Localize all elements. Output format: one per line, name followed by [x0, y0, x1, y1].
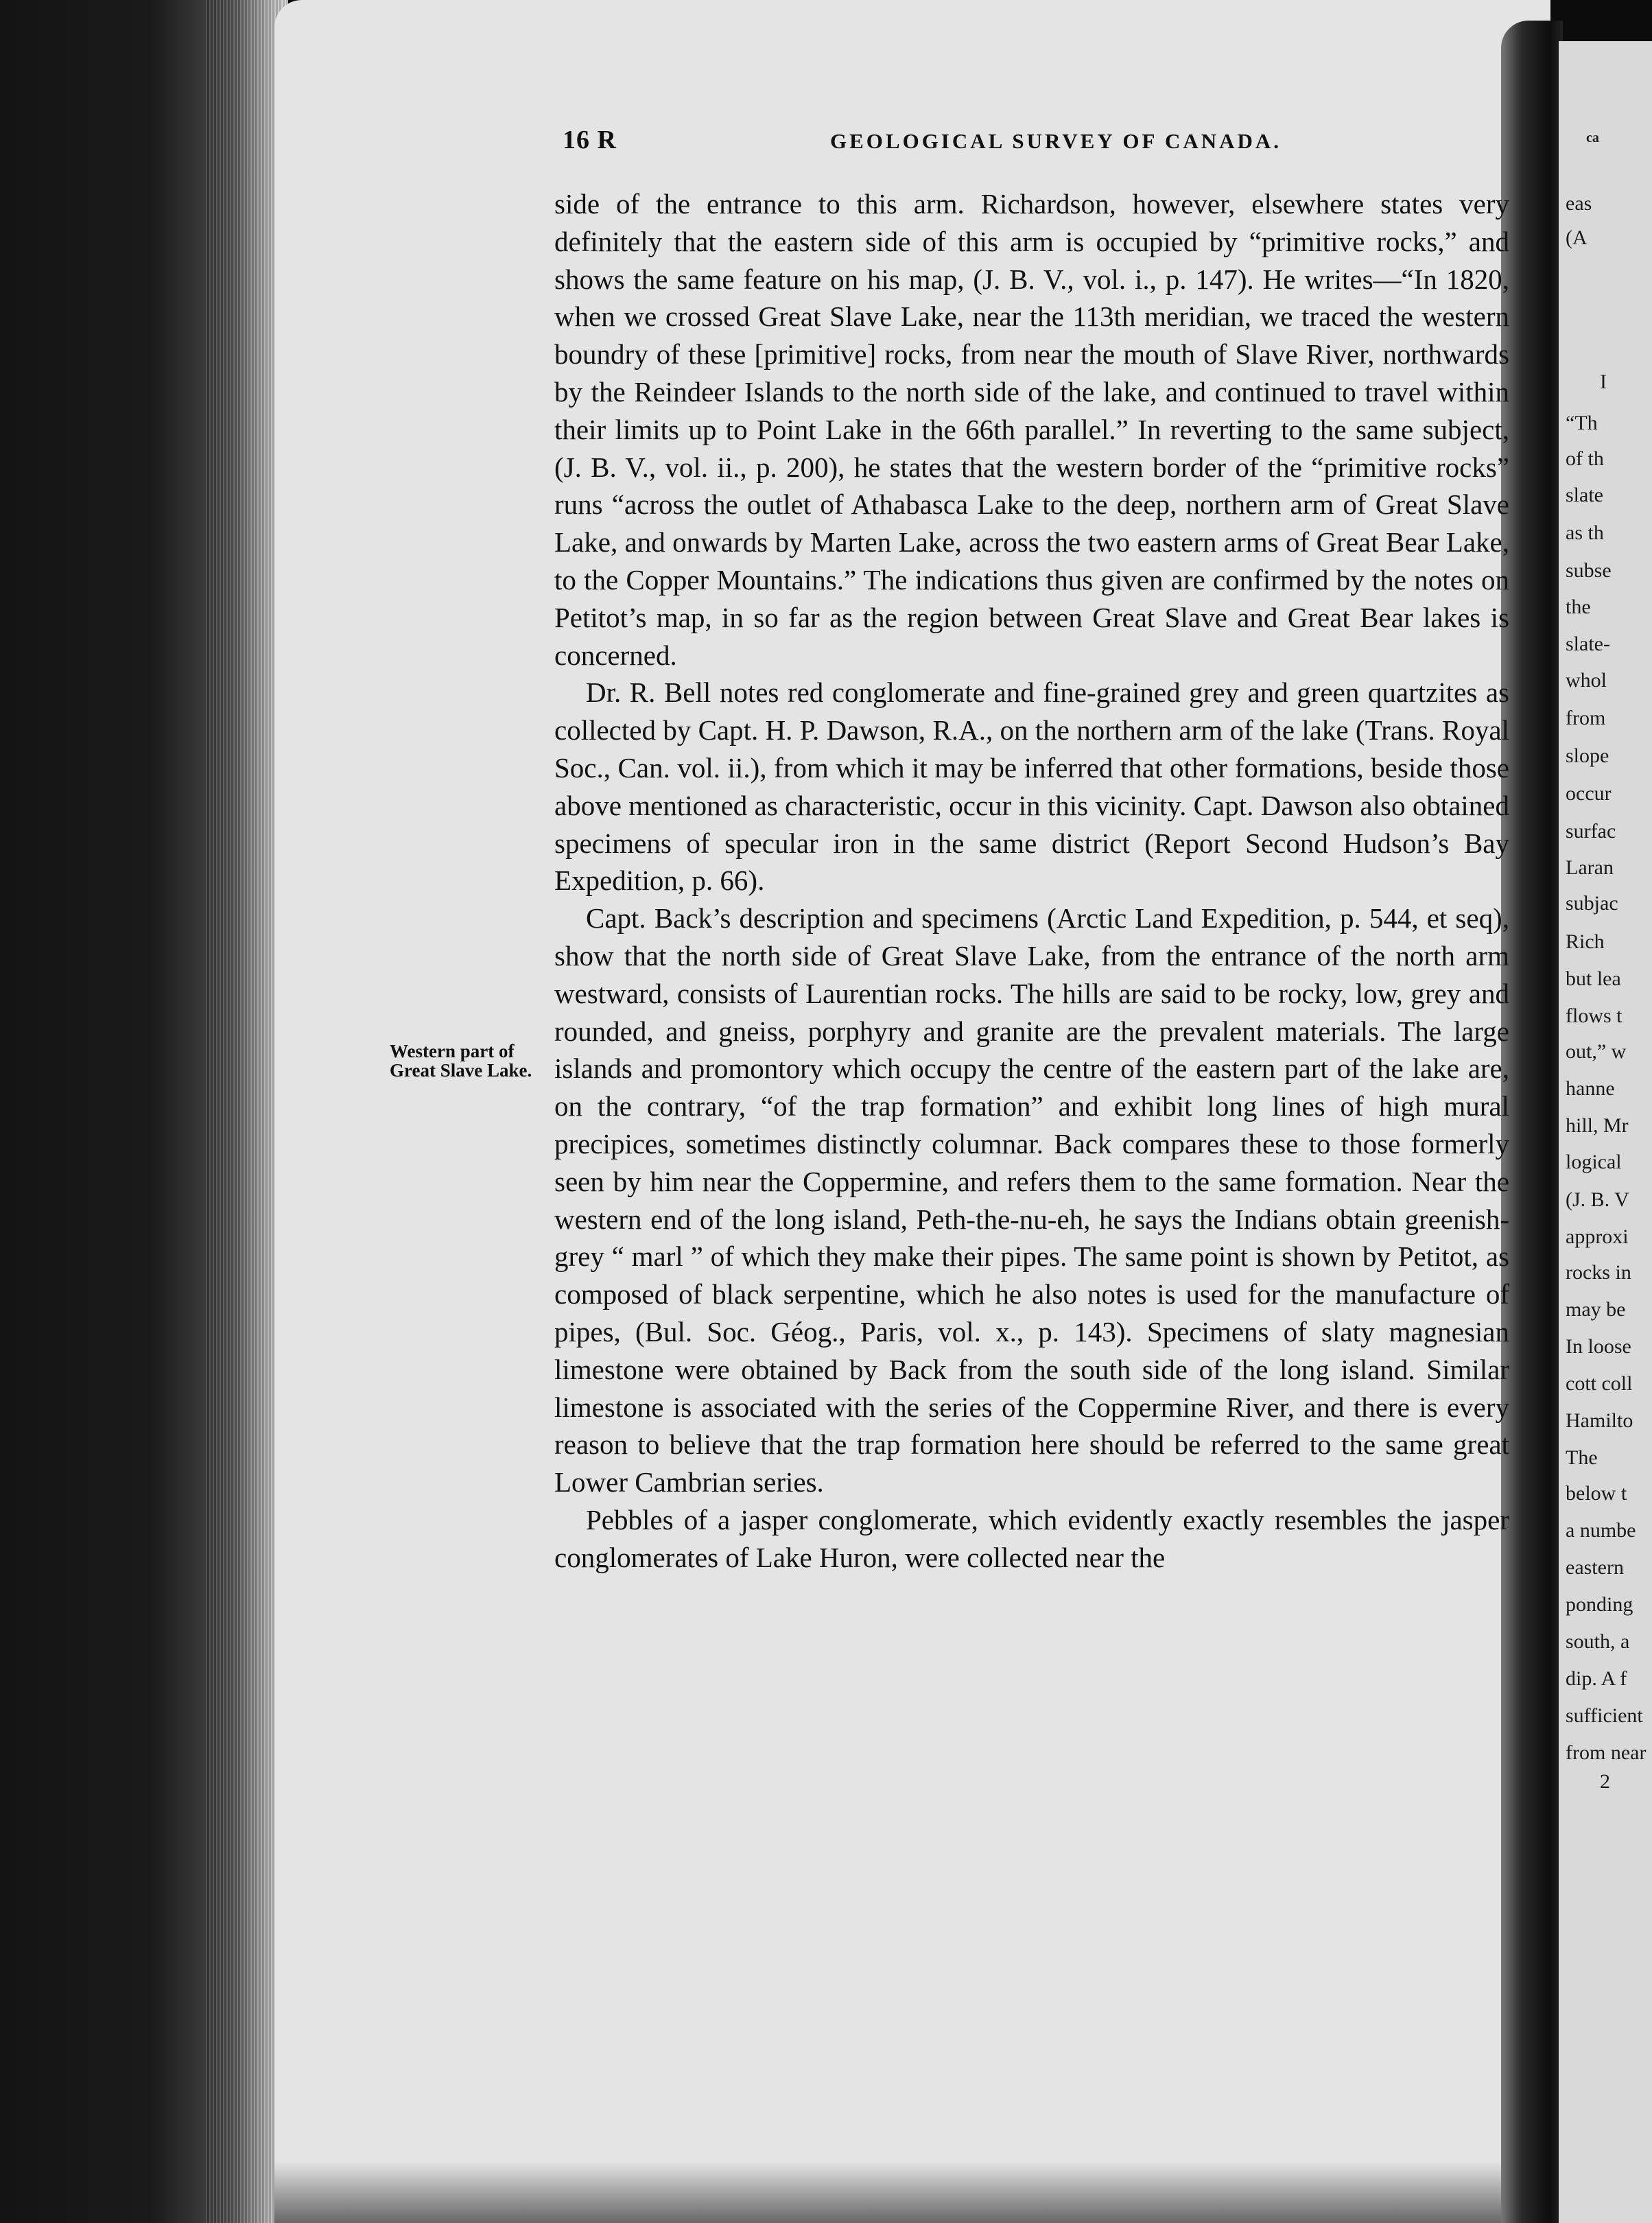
next-page-text-fragment: (A [1566, 226, 1588, 249]
next-page-text-fragment: may be [1566, 1298, 1626, 1321]
next-page-text-fragment: subse [1566, 559, 1612, 582]
next-page-text-fragment: below t [1566, 1482, 1627, 1505]
next-page-text-fragment: from near [1566, 1741, 1647, 1764]
next-page-text-fragment: cott coll [1566, 1372, 1633, 1395]
next-page-text-fragment: but lea [1566, 967, 1621, 990]
next-page-text-fragment: slope [1566, 744, 1609, 767]
page-bottom-shadow [274, 2161, 1550, 2223]
next-page-text-fragment: In loose [1566, 1335, 1631, 1358]
next-page-text-fragment: dip. A f [1566, 1667, 1627, 1690]
next-page-text-fragment: 2 [1600, 1770, 1610, 1793]
page-header [563, 125, 1290, 159]
next-page-text-fragment: ca [1586, 130, 1599, 145]
next-page-text-fragment: from [1566, 707, 1606, 729]
next-page-text-fragment: eas [1566, 192, 1592, 215]
next-page-text-fragment: logical [1566, 1151, 1622, 1173]
next-page-text-fragment: I [1600, 370, 1607, 393]
next-page-text-fragment: Rich [1566, 930, 1605, 953]
next-page-text-fragment: ponding [1566, 1593, 1633, 1616]
paragraph: Dr. R. Bell notes red conglomerate and fine-grained grey and green quartzites as collected by Capt. H. P. Dawson, R.A., on the northern arm of the lake (Trans. Royal Soc., Can. vol. ii.), from which it may be inferred that other formations, beside those above mentioned as characteristic, occur in this vicinity. Capt. Dawson also obtained specimens of specular iron in the same district (Report Second Hudson’s Bay Expedition, p. 66). [554, 677, 1509, 897]
paragraph: Capt. Back’s description and specimens (Arctic Land Expedition, p. 544, et seq), show that the north side of Great Slave Lake, from the entrance of the north arm westward, consists of Laurentian rocks. The hills are said to be rocky, low, grey and rounded, and gneiss, porphyry and granite are the prevalent materials. The large islands and promontory which occupy the centre of the eastern part of the lake are, on the contrary, “of the trap formation” and exhibit long lines of high mural precipices, sometimes distinctly columnar. Back compares these to those formerly seen by him near the Coppermine, and refers them to the same formation. Near the western end of the long island, Peth-the-nu-eh, he says the Indians obtain greenish-grey “ marl ” of which they make their pipes. The same point is shown by Petitot, as composed of black serpentine, which he also notes is used for the manufacture of pipes, (Bul. Soc. Géog., Paris, vol. x., p. 143). Specimens of slaty magnesian limestone were obtained by Back from the south side of the long island. Similar limestone is associated with the series of the Coppermine River, and there is every reason to believe that the trap formation here should be referred to the same great Lower Cambrian series. [554, 902, 1509, 1498]
next-page-text-fragment: the [1566, 596, 1591, 618]
running-head: GEOLOGICAL SURVEY OF CANADA. [830, 129, 1282, 153]
next-page-text-fragment: approxi [1566, 1225, 1629, 1248]
next-page-text-fragment: slate [1566, 484, 1603, 506]
paragraph: Pebbles of a jasper conglomerate, which evidently exactly resembles the jasper conglomerates of Lake Huron, were collected near the [554, 1503, 1509, 1573]
next-page-text-fragment: hanne [1566, 1077, 1615, 1100]
next-page-text-fragment: subjac [1566, 892, 1618, 915]
next-page-text-fragment: of th [1566, 447, 1604, 470]
book-binding-edge [0, 0, 288, 2223]
next-page-text-fragment: south, a [1566, 1630, 1630, 1653]
book-gutter [1501, 21, 1563, 2223]
next-page-text-fragment: surfac [1566, 820, 1616, 843]
next-page-text-fragment: whol [1566, 669, 1607, 692]
page-number: 16 R [563, 126, 617, 154]
next-page-text-fragment: slate- [1566, 633, 1610, 655]
next-page-text-fragment: Laran [1566, 856, 1614, 879]
next-page-text-fragment: sufficient [1566, 1704, 1643, 1727]
body-text [554, 185, 1509, 1576]
next-page-text-fragment: a numbe [1566, 1519, 1636, 1542]
margin-note: Western part of Great Slave Lake. [390, 1041, 532, 1081]
next-page-text-fragment: The [1566, 1446, 1598, 1469]
next-page-text-fragment: occur [1566, 782, 1612, 805]
next-page-text-fragment: as th [1566, 521, 1604, 544]
next-page-text-fragment: “Th [1566, 412, 1598, 434]
next-page-fragment [1559, 41, 1652, 2223]
next-page-text-fragment: flows t [1566, 1004, 1622, 1027]
next-page-text-fragment: out,” w [1566, 1040, 1627, 1063]
next-page-text-fragment: hill, Mr [1566, 1114, 1629, 1137]
next-page-text-fragment: rocks in [1566, 1261, 1631, 1284]
next-page-text-fragment: eastern [1566, 1556, 1624, 1579]
paragraph: side of the entrance to this arm. Richardson, however, elsewhere states very definitely that the eastern side of this arm is occupied by “primitive rocks,” and shows the same feature on his map, (J. B. V., vol. i., p. 147). He writes—“In 1820, when we crossed Great Slave Lake, near the 113th meridian, we traced the western boundry of these [primitive] rocks, from near the mouth of Slave River, northwards by the Reindeer Islands to the north side of the lake, and continued to travel within their limits up to Point Lake in the 66th parallel.” In reverting to the same subject, (J. B. V., vol. ii., p. 200), he states that the western border of the “primitive rocks” runs “across the outlet of Athabasca Lake to the deep, northern arm of Great Slave Lake, and onwards by Marten Lake, across the two eastern arms of Great Bear Lake, to the Copper Mountains.” The indications thus given are confirmed by the notes on Petitot’s map, in so far as the region between Great Slave and Great Bear lakes is concerned. [554, 188, 1509, 671]
next-page-text-fragment: (J. B. V [1566, 1188, 1629, 1211]
next-page-text-fragment: Hamilto [1566, 1409, 1633, 1432]
